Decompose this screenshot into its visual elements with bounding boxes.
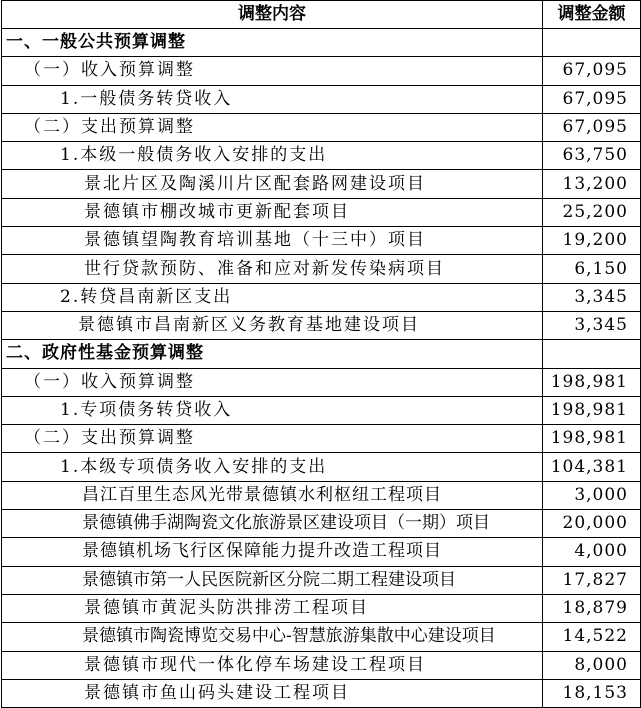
- row-label: （二）支出预算调整: [2, 113, 543, 141]
- row-amount: 19,200: [543, 227, 641, 255]
- row-label: 景德镇市现代一体化停车场建设工程项目: [2, 651, 543, 679]
- row-label: 二、政府性基金预算调整: [2, 340, 543, 368]
- row-label: 景德镇佛手湖陶瓷文化旅游景区建设项目（一期）项目: [2, 510, 543, 538]
- row-label: 一、一般公共预算调整: [2, 29, 543, 57]
- table-row: [2, 425, 641, 453]
- row-label: 景德镇市陶瓷博览交易中心-智慧旅游集散中心建设项目: [2, 623, 543, 651]
- table-row: [2, 481, 641, 509]
- row-amount: 18,153: [543, 679, 641, 707]
- row-label: （二）支出预算调整: [2, 425, 543, 453]
- budget-adjustment-table: [1, 0, 641, 708]
- row-amount: 3,000: [543, 481, 641, 509]
- row-label: （一）收入预算调整: [2, 368, 543, 396]
- row-amount: 17,827: [543, 566, 641, 594]
- row-amount: 198,981: [543, 368, 641, 396]
- table-row: [2, 142, 641, 170]
- row-amount: 67,095: [543, 113, 641, 141]
- table-row: [2, 29, 641, 57]
- table-row: [2, 510, 641, 538]
- row-amount: 63,750: [543, 142, 641, 170]
- row-amount: 3,345: [543, 311, 641, 339]
- header-content: 调整内容: [2, 1, 543, 29]
- row-amount: 198,981: [543, 396, 641, 424]
- row-amount: 4,000: [543, 538, 641, 566]
- row-label: 1.专项债务转贷收入: [2, 396, 543, 424]
- table-row: [2, 651, 641, 679]
- row-label: 景德镇市鱼山码头建设工程项目: [2, 679, 543, 707]
- table-row: [2, 255, 641, 283]
- table-row: [2, 85, 641, 113]
- table-row: [2, 198, 641, 226]
- row-label: 景德镇市棚改城市更新配套项目: [2, 198, 543, 226]
- row-amount: 104,381: [543, 453, 641, 481]
- table-row: [2, 113, 641, 141]
- row-amount: 67,095: [543, 85, 641, 113]
- table-row: [2, 538, 641, 566]
- row-amount: 25,200: [543, 198, 641, 226]
- row-amount: [543, 340, 641, 368]
- row-label: 1.本级专项债务收入安排的支出: [2, 453, 543, 481]
- row-amount: 18,879: [543, 594, 641, 622]
- table-row: [2, 566, 641, 594]
- row-amount: 198,981: [543, 425, 641, 453]
- header-amount: 调整金额: [543, 1, 641, 29]
- row-label: 景北片区及陶溪川片区配套路网建设项目: [2, 170, 543, 198]
- table-row: [2, 57, 641, 85]
- row-label: 1.一般债务转贷收入: [2, 85, 543, 113]
- table-row: [2, 340, 641, 368]
- table-row: [2, 227, 641, 255]
- table-header-row: [2, 1, 641, 29]
- row-amount: 14,522: [543, 623, 641, 651]
- table-row: [2, 679, 641, 707]
- table-row: [2, 396, 641, 424]
- row-amount: 13,200: [543, 170, 641, 198]
- row-label: 景德镇市第一人民医院新区分院二期工程建设项目: [2, 566, 543, 594]
- table-row: [2, 368, 641, 396]
- table-row: [2, 311, 641, 339]
- row-amount: 8,000: [543, 651, 641, 679]
- table-row: [2, 283, 641, 311]
- row-amount: 67,095: [543, 57, 641, 85]
- row-amount: [543, 29, 641, 57]
- row-label: 景德镇市昌南新区义务教育基地建设项目: [2, 311, 543, 339]
- row-label: 2.转贷昌南新区支出: [2, 283, 543, 311]
- table-row: [2, 594, 641, 622]
- row-label: 景德镇市黄泥头防洪排涝工程项目: [2, 594, 543, 622]
- row-label: 世行贷款预防、准备和应对新发传染病项目: [2, 255, 543, 283]
- row-amount: 20,000: [543, 510, 641, 538]
- row-label: 景德镇机场飞行区保障能力提升改造工程项目: [2, 538, 543, 566]
- row-label: 昌江百里生态风光带景德镇水利枢纽工程项目: [2, 481, 543, 509]
- row-amount: 6,150: [543, 255, 641, 283]
- row-label: 景德镇望陶教育培训基地（十三中）项目: [2, 227, 543, 255]
- row-label: （一）收入预算调整: [2, 57, 543, 85]
- row-amount: 3,345: [543, 283, 641, 311]
- row-label: 1.本级一般债务收入安排的支出: [2, 142, 543, 170]
- table-row: [2, 170, 641, 198]
- table-row: [2, 453, 641, 481]
- table-row: [2, 623, 641, 651]
